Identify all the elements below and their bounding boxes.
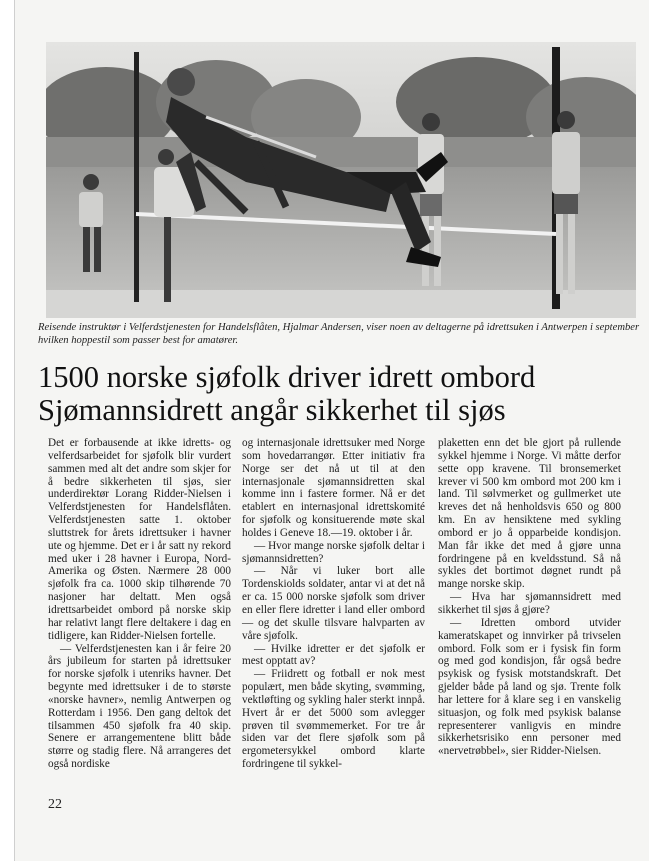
paragraph: Det er forbausende at ikke idretts- og velferdsarbeidet for sjøfolk blir vurdert sammen med alt det andre som skjer for å bedre sikkerheten til sjøs, sier underdirektør Lorang Ridder-Nielsen i Velferdstjenesten for Handelsflåten. Velferdstjenesten satte 1. oktober sluttstrek for årets idrettsuker i havner ute og hjemme. Det er i år satt ny rekord med uker i 28 havner i Europa, Nord-Amerika og Østen. Nærmere 28 000 sjøfolk fra ca. 1000 skip tilhørende 70 nasjoner har deltatt. Men også idrettsarbeidet ombord på norske skip har relativt langt flere deltakere i dag en tidligere, kan Ridder-Nielsen fortelle.: [48, 437, 231, 642]
paragraph: og internasjonale idrettsuker med Norge som hovedarrangør. Etter initiativ fra Norge ser det nå ut til at den internasjonale sjømannsidretten skal komme inn i fastere former. Nå er det etablert en internasjonal idrettskomité for sjøfolk og konsituerende møte skal holdes i Geneve 18.—19. oktober i år.: [242, 437, 425, 539]
paragraph: — Velferdstjenesten kan i år feire 20 års jubileum for starten på idrettsuker for norske sjøfolk i utenriks havner. Det begynte med idrettsuker i de to største «norske havner», nemlig Antwerpen og Rotterdam i 1956. Den gang deltok det tilsammen 450 sjøfolk fra 40 skip. Senere er arrangementene blitt både større og stadig flere. Nå arrangeres det også nordiske: [48, 642, 231, 771]
paragraph: — Idretten ombord utvider kameratskapet og innvirker på trivselen ombord. Folk som er i fysisk fin form og med god kondisjon, får også bedre psykisk og fysisk motstandskraft. Det gjelder både på land og sjø. Trente folk har lettere for å klare seg i en vanskelig situasjon, og folk med psykisk balanse representerer vanligvis en mindre sikkerhetsrisiko enn personer med «nervetrøbbel», sier Ridder-Nielsen.: [438, 616, 621, 758]
headline-line-1: 1500 norske sjøfolk driver idrett ombord: [38, 360, 536, 394]
paragraph: — Hvor mange norske sjøfolk deltar i sjømannsidretten?: [242, 539, 425, 565]
article-column-3: [438, 437, 621, 758]
paragraph: — Friidrett og fotball er nok mest populært, men både skyting, svømming, vektløfting og sykling haler sterkt innpå. Hvert år er det 5000 som avlegger prøven til svømmemerket. For tre år siden var det flere sjøfolk som på ergometersykkel ombord klarte fordringene til sykkel-: [242, 668, 425, 771]
paragraph: — Hva har sjømannsidrett med sikkerhet til sjøs å gjøre?: [438, 591, 621, 616]
magazine-page: [14, 0, 649, 861]
photo-caption: Reisende instruktør i Velferdstjenesten for Handelsflåten, Hjalmar Andersen, viser noen av deltagerne på idrettsuken i Antwerpen i september hvilken hoppestil som passer best for amatører.: [38, 322, 640, 346]
article-column-1: [48, 437, 231, 771]
paragraph: — Hvilke idretter er det sjøfolk er mest opptatt av?: [242, 642, 425, 668]
article-column-2: [242, 437, 425, 771]
headline-line-2: Sjømannsidrett angår sikkerhet til sjøs: [38, 393, 506, 427]
paragraph: — Når vi luker bort alle Tordenskiolds soldater, antar vi at det nå er ca. 15 000 norske sjøfolk som driver en eller flere idretter i land eller ombord — og det skulle tilsvare halvparten av våre sjøfolk.: [242, 565, 425, 642]
high-jump-photo-image: [46, 42, 636, 318]
article-photo: [46, 42, 636, 318]
paragraph: plaketten enn det ble gjort på rullende sykkel hjemme i Norge. Vi måtte derfor sette opp kravene. Til bronsemerket krever vi 500 km ombord mot 200 km i land. Til sølvmerket og gullmerket ute kreves det nå henholdsvis 650 og 800 km. En av hensiktene med sykling ombord er jo å opparbeide kondisjon. Man får ikke det med å gjøre unna fordringene på en kveldsstund. Så nå sykles det bortimot døgnet rundt på mange norske skip.: [438, 437, 621, 591]
page-number: 22: [48, 797, 62, 812]
